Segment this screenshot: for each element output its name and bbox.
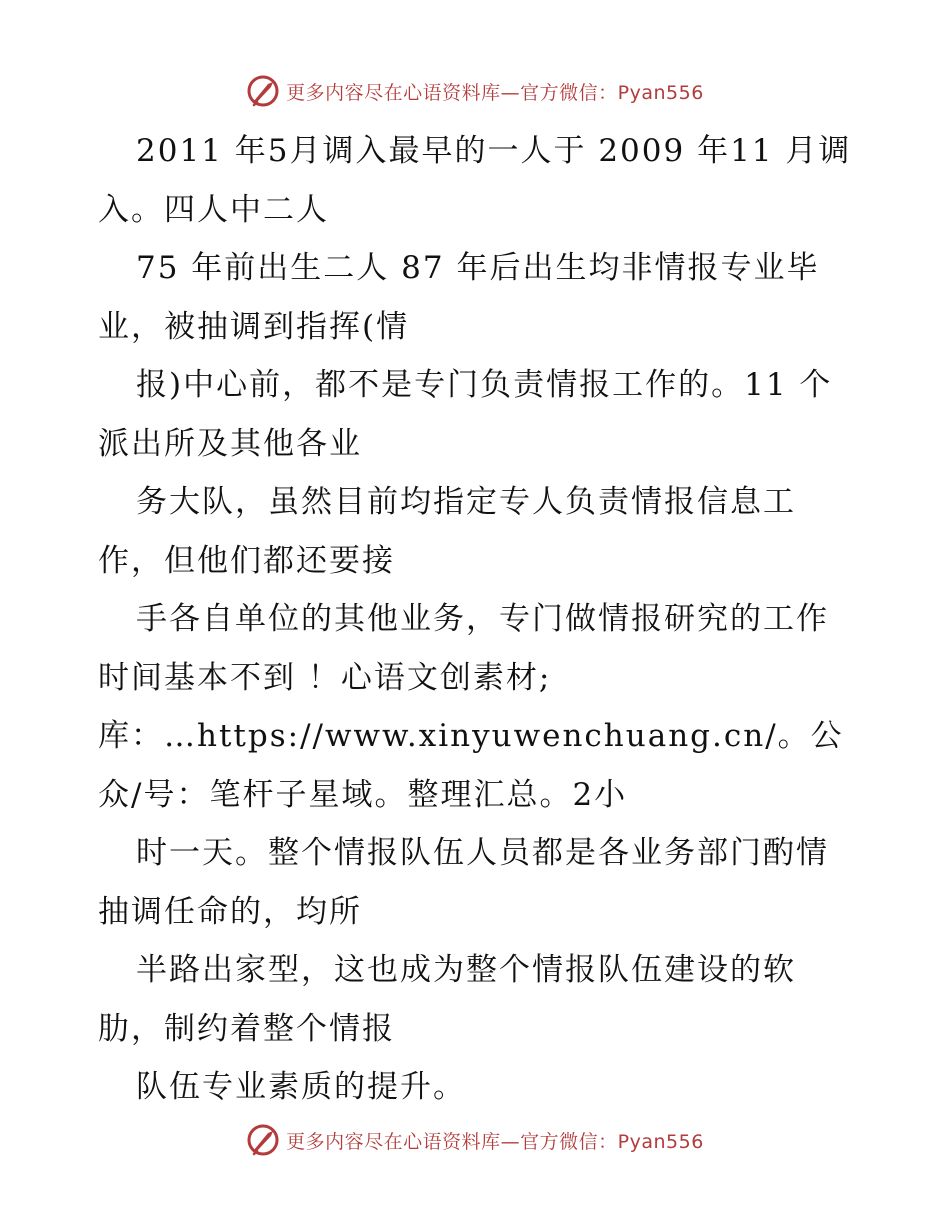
text-line: 半路出家型，这也成为整个情报队伍建设的软 — [136, 952, 796, 988]
text-line: 2011 年5月调入最早的一人于 2009 年11 月调 — [136, 133, 852, 169]
text-line: 队伍专业素质的提升。 — [136, 1069, 466, 1105]
text-line: 肋，制约着整个情报 — [98, 1010, 395, 1047]
text-line: 时一天。整个情报队伍人员都是各业务部门酌情 — [136, 835, 829, 871]
text-line: 报)中心前，都不是专门负责情报工作的。11 个 — [136, 367, 833, 403]
header-banner — [0, 71, 950, 111]
footer-banner-text: 更多内容尽在心语资料库—官方微信：Pyan556 — [286, 1130, 704, 1153]
quill-seal-icon — [246, 74, 280, 108]
text-line: 业，被抽调到指挥(情 — [98, 308, 410, 345]
text-line: 务大队，虽然目前均指定专人负责情报信息工 — [136, 484, 796, 520]
text-line: 派出所及其他各业 — [98, 425, 362, 462]
text-line: 库：…https://www.xinyuwenchuang.cn/。公 — [98, 718, 844, 754]
header-banner-text: 更多内容尽在心语资料库—官方微信：Pyan556 — [286, 81, 704, 104]
text-line: 抽调任命的，均所 — [98, 893, 362, 930]
text-line: 作，但他们都还要接 — [98, 542, 395, 579]
document-body — [98, 122, 868, 1117]
text-line: 75 年前出生二人 87 年后出生均非情报专业毕 — [136, 250, 820, 286]
quill-seal-icon — [246, 1123, 280, 1157]
text-line: 入。四人中二人 — [98, 191, 329, 228]
text-line: 时间基本不到 ！心语文创素材; — [98, 659, 552, 696]
text-line: 众/号：笔杆子星域。整理汇总。2小 — [98, 776, 628, 813]
footer-banner — [0, 1120, 950, 1160]
text-line: 手各自单位的其他业务，专门做情报研究的工作 — [136, 601, 829, 637]
